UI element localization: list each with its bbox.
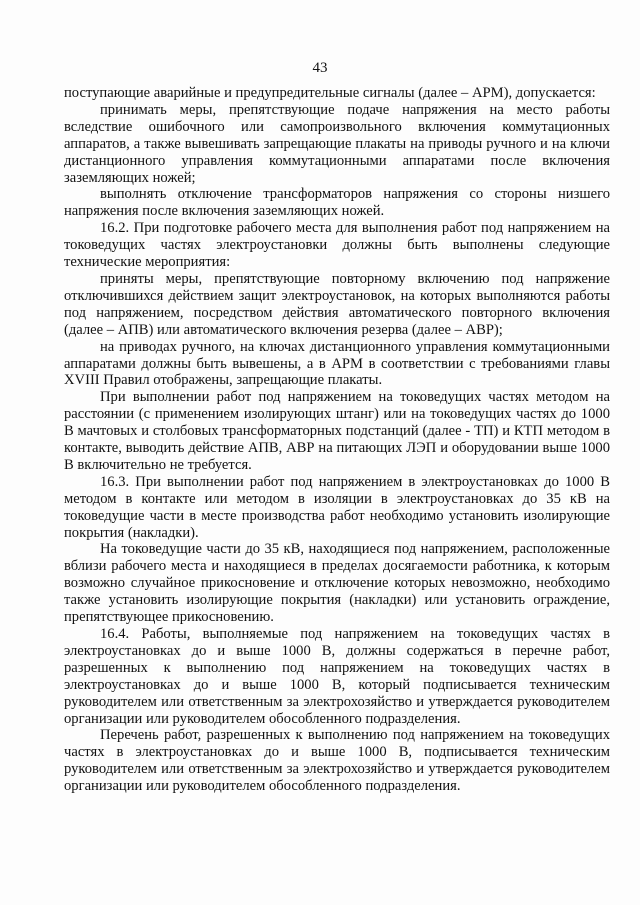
paragraph: приняты меры, препятствующие повторному включению под напряжение отключившихся действием защит электроустановок, на которых выполняются работы под напряжением, посредством действия автоматического повторного включения (далее – АПВ) или автоматического включения резерва (далее – АВР);	[64, 270, 610, 338]
paragraph: поступающие аварийные и предупредительные сигналы (далее – АРМ), допускается:	[64, 85, 596, 101]
paragraph: 16.3. При выполнении работ под напряжением в электроустановках до 1000 В методом в контакте или методом в изоляции в электроустановках до 35 кВ на токоведущие части в месте производства работ необходимо установить изолирующие покрытия (накладки).	[64, 473, 610, 541]
paragraph: Перечень работ, разрешенных к выполнению под напряжением на токоведущих частях в электроустановках до и выше 1000 В, подписывается техническим руководителем или ответственным за электрохозяйство и утверждается руководителем организации или руководителем обособленного подразделения.	[64, 727, 610, 795]
paragraph: на приводах ручного, на ключах дистанционного управления коммутационными аппаратами должны быть вывешены, а в АРМ в соответствии с требованиями главы XVIII Правил отображены, запрещающие плакаты.	[64, 338, 610, 389]
paragraph: 16.4. Работы, выполняемые под напряжением на токоведущих частях в электроустановках до и выше 1000 В, должны содержаться в перечне работ, разрешенных к выполнению под напряжением на токоведущих частях в электроустановках до и выше 1000 В, который подписывается техническим руководителем или ответственным за электрохозяйство и утверждается руководителем организации или руководителем обособленного подразделения.	[64, 626, 610, 727]
paragraph: На токоведущие части до 35 кВ, находящиеся под напряжением, расположенные вблизи рабочего места и находящиеся в пределах досягаемости работника, к которым возможно случайное прикосновение и отключение которых невозможно, необходимо также установить изолирующие покрытия (накладки) или установить ограждение, препятствующее прикосновению.	[64, 541, 610, 626]
page-number: 43	[312, 60, 328, 76]
paragraph: 16.2. При подготовке рабочего места для выполнения работ под напряжением на токоведущих частях электроустановки должны быть выполнены следующие технические мероприятия:	[64, 220, 610, 271]
document-body	[64, 85, 610, 795]
paragraph: выполнять отключение трансформаторов напряжения со стороны низшего напряжения после включения заземляющих ножей.	[64, 186, 610, 220]
paragraph: принимать меры, препятствующие подаче напряжения на место работы вследствие ошибочного или самопроизвольного включения коммутационных аппаратов, а также вывешивать запрещающие плакаты на приводы ручного и на ключи дистанционного управления коммутационными аппаратами после включения заземляющих ножей;	[64, 101, 610, 186]
paragraph: При выполнении работ под напряжением на токоведущих частях методом на расстоянии (с применением изолирующих штанг) или на токоведущих частях до 1000 В мачтовых и столбовых трансформаторных подстанций (далее - ТП) и КТП методом в контакте, выводить действие АПВ, АВР на питающих ЛЭП и оборудовании выше 1000 В включительно не требуется.	[64, 389, 610, 473]
